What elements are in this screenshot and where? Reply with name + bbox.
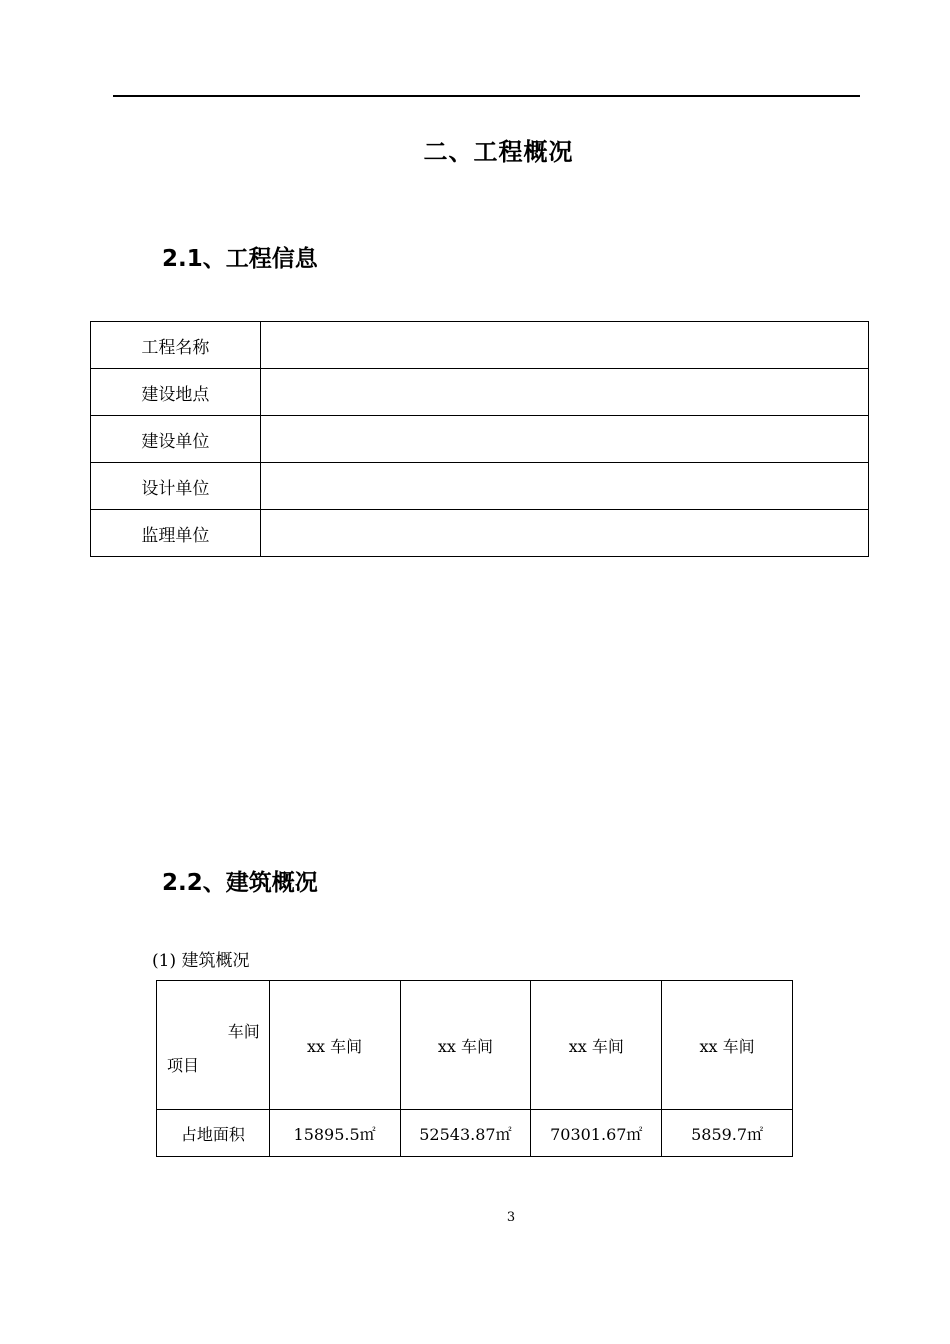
project-info-table — [90, 321, 869, 557]
row-value — [260, 416, 868, 463]
column-header: xx 车间 — [400, 981, 531, 1110]
header-rule — [113, 95, 860, 97]
table-row — [91, 510, 869, 557]
page-number: 3 — [506, 1210, 516, 1225]
table-row — [91, 322, 869, 369]
table-row — [157, 1110, 793, 1157]
table-cell: 5859.7㎡ — [662, 1110, 793, 1157]
corner-col-header: 车间 — [227, 1022, 260, 1041]
building-overview-table — [156, 980, 793, 1157]
table-row — [91, 369, 869, 416]
corner-row-header: 项目 — [167, 1056, 200, 1075]
row-value — [260, 369, 868, 416]
table-row — [91, 463, 869, 510]
row-value — [260, 510, 868, 557]
column-header: xx 车间 — [531, 981, 662, 1110]
row-value — [260, 463, 868, 510]
section-title-project-info: 2.1、工程信息 — [162, 246, 318, 272]
corner-header-cell — [157, 981, 270, 1110]
table-cell: 15895.5㎡ — [269, 1110, 400, 1157]
row-label: 设计单位 — [91, 463, 261, 510]
table-caption: (1) 建筑概况 — [152, 951, 250, 971]
column-header: xx 车间 — [269, 981, 400, 1110]
row-label: 占地面积 — [157, 1110, 270, 1157]
table-row — [91, 416, 869, 463]
chapter-title: 二、工程概况 — [423, 138, 574, 166]
row-value — [260, 322, 868, 369]
row-label: 建设地点 — [91, 369, 261, 416]
section-title-building-overview: 2.2、建筑概况 — [162, 870, 318, 896]
column-header: xx 车间 — [662, 981, 793, 1110]
table-header-row — [157, 981, 793, 1110]
row-label: 工程名称 — [91, 322, 261, 369]
row-label: 建设单位 — [91, 416, 261, 463]
row-label: 监理单位 — [91, 510, 261, 557]
table-cell: 52543.87㎡ — [400, 1110, 531, 1157]
table-cell: 70301.67㎡ — [531, 1110, 662, 1157]
